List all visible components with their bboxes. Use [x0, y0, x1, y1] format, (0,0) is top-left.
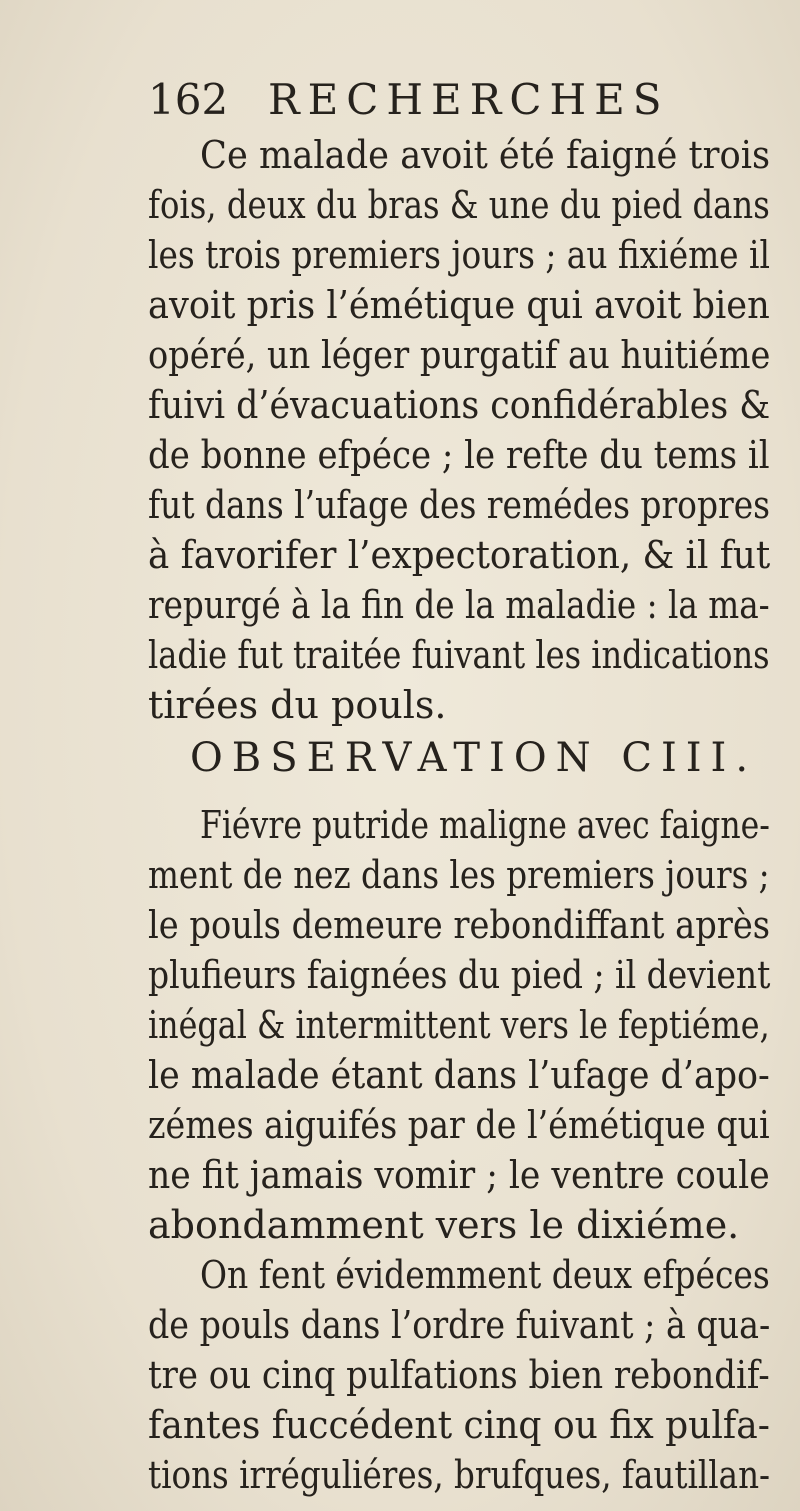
text-line: Ce malade avoit été faigné trois	[200, 133, 771, 177]
text-line: inégal & intermittent vers le feptiéme,	[148, 1003, 770, 1047]
text-line: tre ou cinq pulfations bien rebondif-	[148, 1353, 770, 1397]
text-line: à favorifer l’expectoration, & il fut	[148, 533, 771, 577]
text-line: opéré, un léger purgatif au huitiéme	[148, 333, 771, 377]
observation-heading: OBSERVATION CIII.	[190, 735, 758, 781]
text-line: ladie fut traitée fuivant les indications	[148, 633, 770, 677]
text-line: les trois premiers jours ; au fixiéme il	[148, 233, 770, 277]
text-line: tions irréguliéres, brufques, fautillan-	[148, 1453, 771, 1497]
text-line: le malade étant dans l’ufage d’apo-	[148, 1053, 770, 1097]
text-line: On fent évidemment deux efpéces	[200, 1253, 770, 1297]
text-line: fois, deux du bras & une du pied dans	[148, 183, 770, 227]
text-line: de bonne efpéce ; le refte du tems il	[148, 433, 770, 477]
text-line: repurgé à la fin de la maladie : la ma-	[148, 583, 770, 627]
text-line: ment de nez dans les premiers jours ;	[148, 853, 770, 897]
text-line: de pouls dans l’ordre fuivant ; à qua-	[148, 1303, 771, 1347]
page-number: 162	[148, 75, 229, 124]
text-line: abondamment vers le dixiéme.	[148, 1203, 740, 1247]
text-line: fantes fuccédent cinq ou fix pulfa-	[148, 1403, 770, 1447]
text-line: avoit pris l’émétique qui avoit bien	[148, 283, 770, 327]
text-line: fut dans l’ufage des remédes propres	[148, 483, 771, 527]
running-title: RECHERCHES	[268, 75, 670, 124]
text-line: fuivi d’évacuations confidérables &	[148, 383, 771, 427]
page-header	[148, 70, 748, 130]
text-line: zémes aiguifés par de l’émétique qui	[148, 1103, 770, 1147]
text-line: plufieurs faignées du pied ; il devient	[148, 953, 771, 997]
text-line: le pouls demeure rebondiffant après	[148, 903, 771, 947]
text-line: ne fit jamais vomir ; le ventre coule	[148, 1153, 770, 1197]
text-line: Fiévre putride maligne avec faigne-	[200, 803, 770, 847]
text-line: tirées du pouls.	[148, 683, 447, 727]
